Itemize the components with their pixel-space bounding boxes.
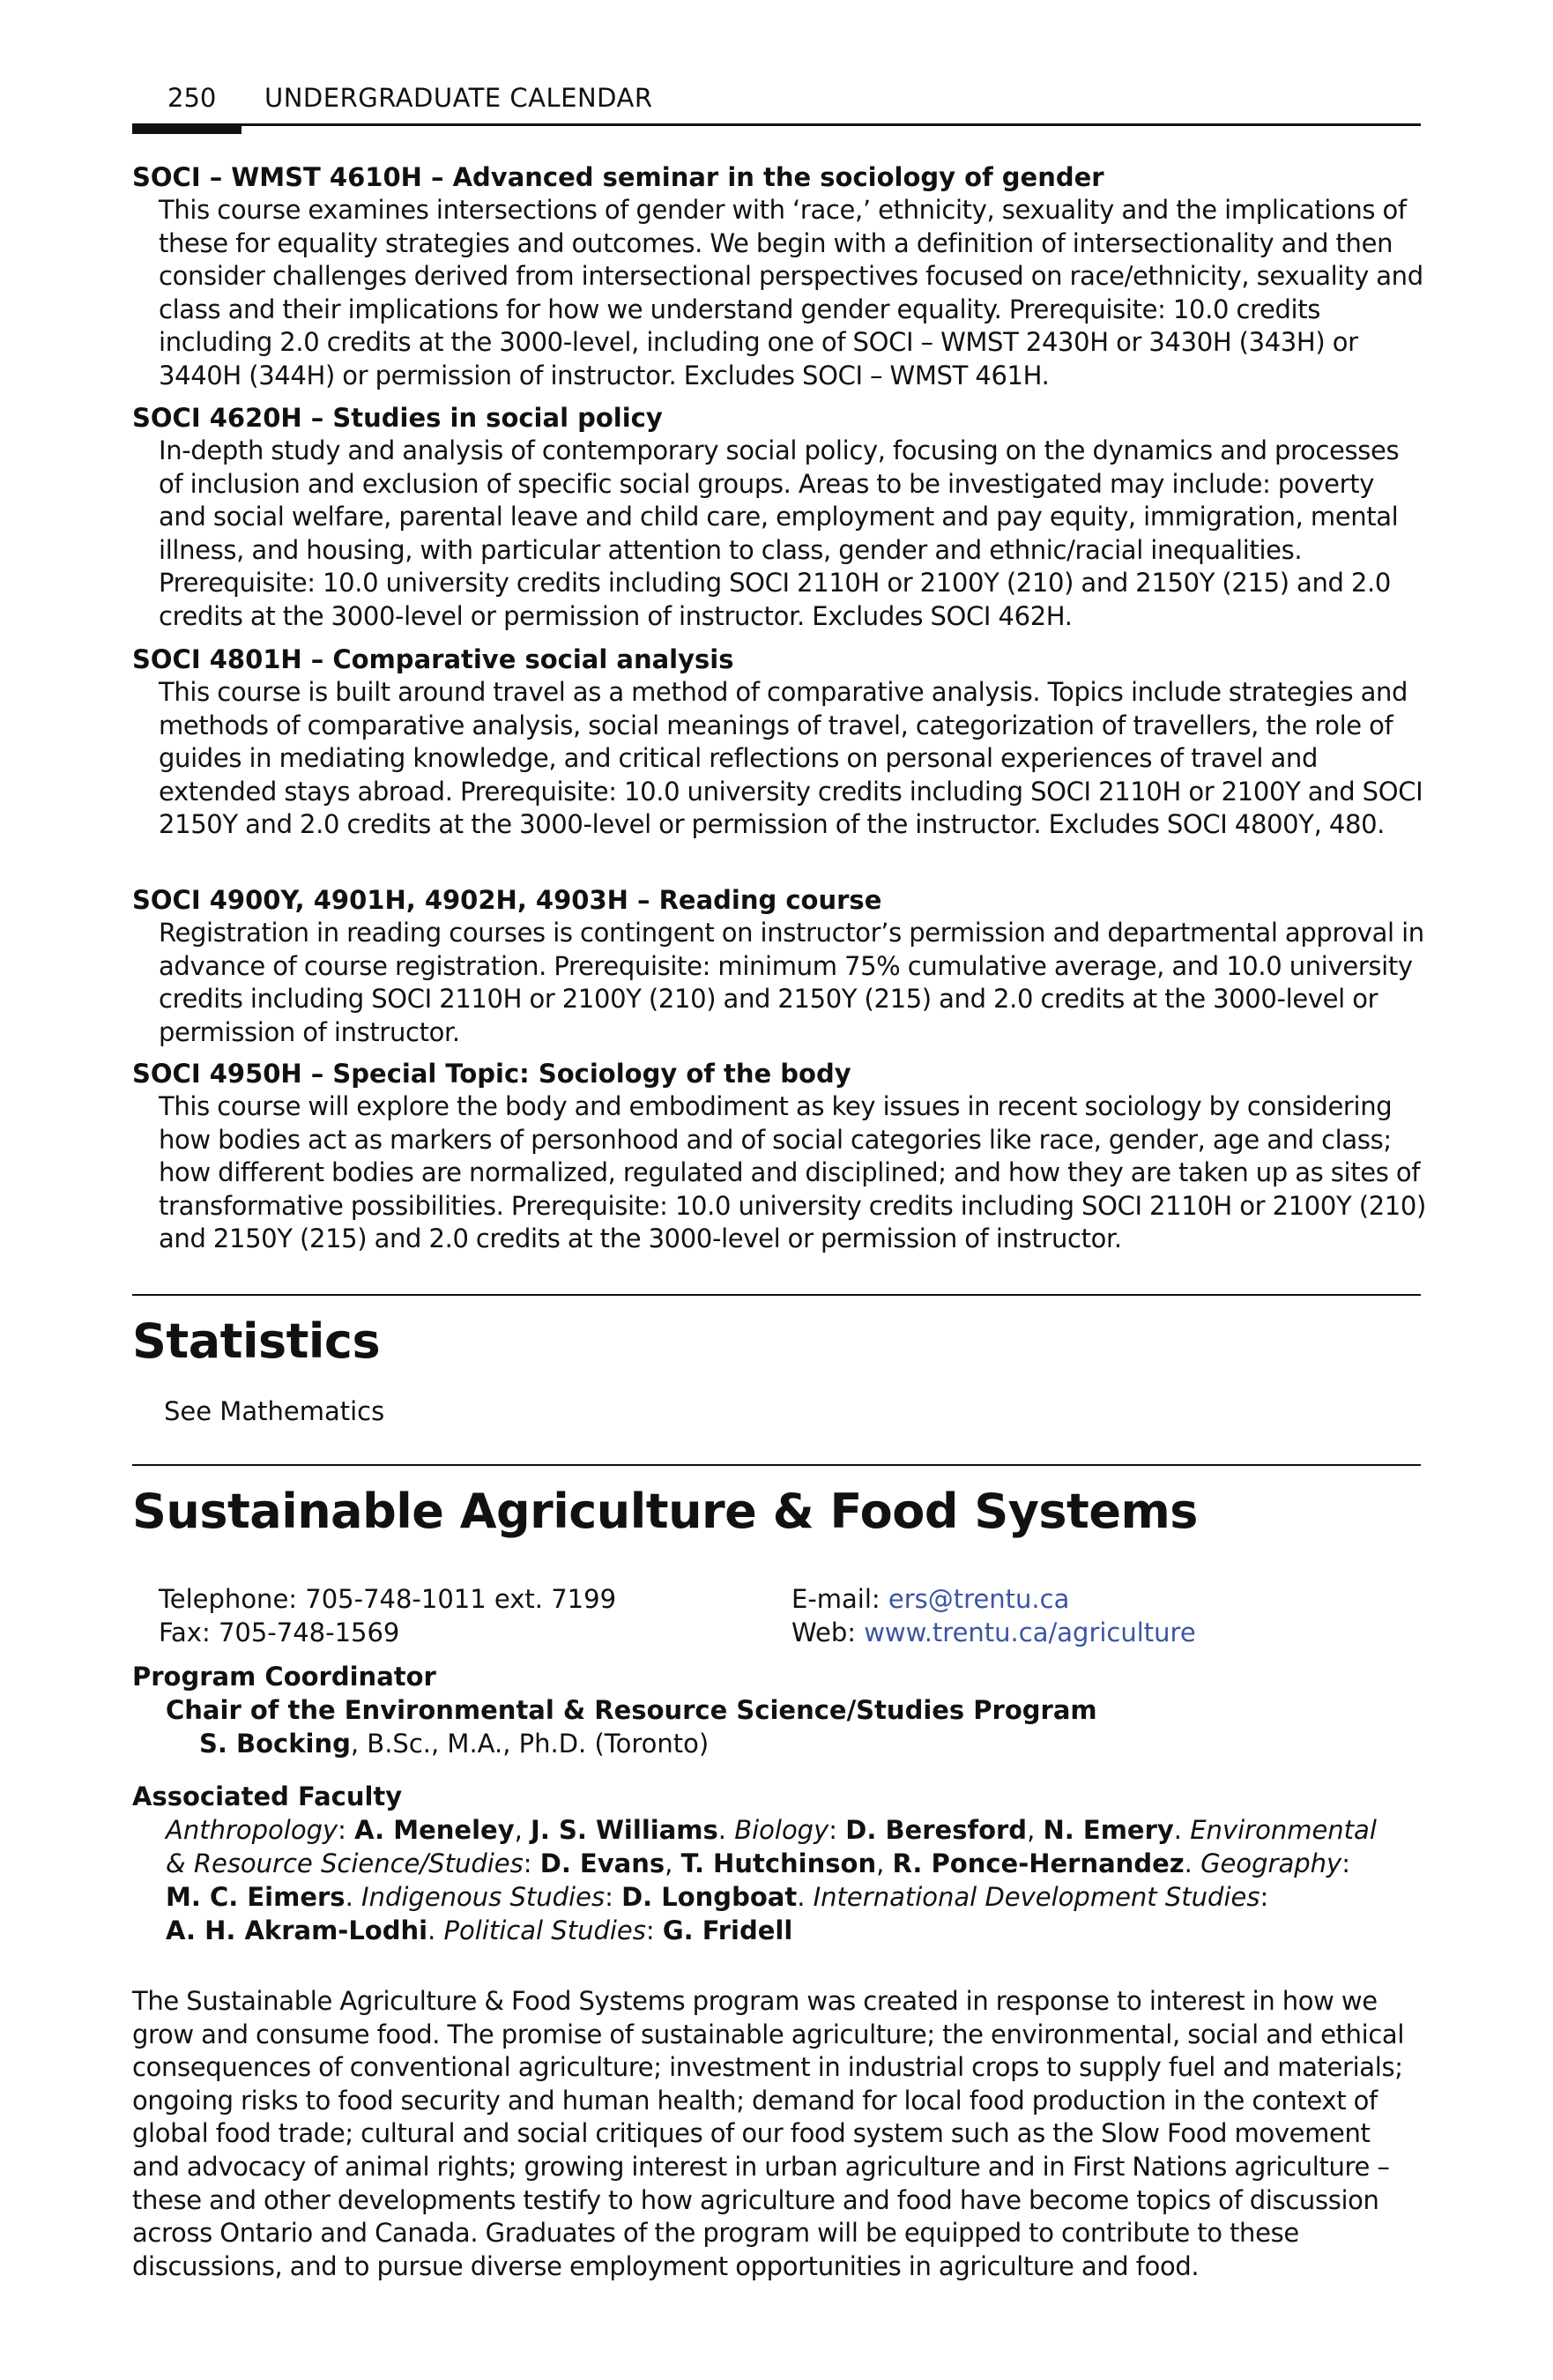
page-number: 250 — [167, 83, 217, 113]
course-entry — [132, 161, 1421, 393]
section-heading-statistics: Statistics — [132, 1313, 381, 1369]
course-description: This course examines intersections of gender with ‘race,’ ethnicity, sexuality and the implications of these for equality strategies and outcomes. We begin with a definition of intersectionality and then consider challenges derived from intersectional perspectives focused on race/ethnicity, sexuality and class and their implications for how we understand gender equality. Prerequisite: 10.0 credits including 2.0 credits at the 3000-level, including one of SOCI – WMST 2430H or 3430H (343H) or 3440H (344H) or permission of instructor. Excludes SOCI – WMST 461H. — [159, 195, 1423, 390]
course-entry — [132, 1058, 1426, 1256]
faculty-line: & Resource Science/Studies: D. Evans, T. Hutchinson, R. Ponce-Hernandez. Geography: — [166, 1848, 1350, 1878]
faculty-line: A. H. Akram-Lodhi. Political Studies: G. Fridell — [166, 1915, 793, 1945]
course-title: SOCI 4620H – Studies in social policy — [132, 403, 663, 433]
course-title: SOCI – WMST 4610H – Advanced seminar in the sociology of gender — [132, 162, 1104, 192]
faculty-name: D. Longboat — [621, 1882, 798, 1912]
faculty-name: D. Beresford — [845, 1815, 1028, 1845]
coordinator-heading: Program Coordinator — [132, 1662, 436, 1692]
faculty-name: T. Hutchinson — [680, 1848, 877, 1878]
email-link[interactable]: ers@trentu.ca — [888, 1584, 1070, 1614]
course-description: This course will explore the body and embodiment as key issues in recent sociology by considering how bodies act as markers of personhood and of social categories like race, gender, age and class; how different bodies are normalized, regulated and disciplined; and how they are taken up as sites of transformative possibilities. Prerequisite: 10.0 university credits including SOCI 2110H or 2100Y (210) and 2150Y (215) and 2.0 credits at the 3000-level or permission of instructor. — [159, 1091, 1426, 1254]
course-title: SOCI 4801H – Comparative social analysis — [132, 644, 734, 674]
web-line — [791, 1616, 1196, 1649]
course-entry — [132, 402, 1421, 634]
dept-label: Political Studies — [443, 1915, 646, 1945]
coordinator-line — [199, 1727, 709, 1760]
web-link[interactable]: www.trentu.ca/agriculture — [864, 1618, 1196, 1647]
dept-label: International Development Studies — [813, 1882, 1260, 1912]
coordinator-name: S. Bocking — [199, 1729, 351, 1759]
section-rule — [132, 1464, 1421, 1466]
dept-label: Indigenous Studies — [361, 1882, 606, 1912]
dept-label: Geography — [1200, 1848, 1342, 1878]
web-label: Web: — [791, 1618, 865, 1647]
running-title: UNDERGRADUATE CALENDAR — [264, 83, 653, 113]
dept-label: Anthropology — [166, 1815, 338, 1845]
faculty-heading: Associated Faculty — [132, 1781, 403, 1811]
faculty-name: R. Ponce-Hernandez — [892, 1848, 1185, 1878]
course-title: SOCI 4900Y, 4901H, 4902H, 4903H – Reading course — [132, 885, 882, 915]
course-entry — [132, 884, 1424, 1049]
coordinator-role: Chair of the Environmental & Resource Science/Studies Program — [166, 1695, 1097, 1725]
coordinator-degrees: , B.Sc., M.A., Ph.D. (Toronto) — [350, 1729, 710, 1759]
section-rule — [132, 1294, 1421, 1296]
course-title: SOCI 4950H – Special Topic: Sociology of the body — [132, 1059, 851, 1089]
header-tab-bar — [132, 123, 241, 134]
faculty-name: M. C. Eimers — [166, 1882, 346, 1912]
faculty-name: A. Meneley — [354, 1815, 515, 1845]
dept-label: Biology — [734, 1815, 829, 1845]
header-rule — [132, 123, 1421, 126]
fax: Fax: 705-748-1569 — [159, 1618, 400, 1647]
telephone: Telephone: 705-748-1011 ext. 7199 — [159, 1584, 617, 1614]
faculty-line: M. C. Eimers. Indigenous Studies: D. Longboat. International Development Studies: — [166, 1882, 1269, 1912]
dept-label: Environmental — [1190, 1815, 1377, 1845]
program-description: The Sustainable Agriculture & Food Systems program was created in response to interest in how we grow and consume food. The promise of sustainable agriculture; the environmental, social and ethical consequences of conventional agriculture; investment in industrial crops to supply fuel and materials; ongoing risks to food security and human health; demand for local food production in the context of global food trade; cultural and social critiques of our food system such as the Slow Food movement and advocacy of animal rights; growing interest in urban agriculture and in First Nations agriculture – these and other developments testify to how agriculture and food have become topics of discussion across Ontario and Canada. Graduates of the program will be equipped to contribute to these discussions, and to pursue diverse employment opportunities in agriculture and food. — [132, 1986, 1405, 2281]
running-header — [132, 78, 1421, 139]
course-description: This course is built around travel as a method of comparative analysis. Topics include strategies and methods of comparative analysis, social meanings of travel, categorization of travellers, the role of guides in mediating knowledge, and critical reflections on personal experiences of travel and extended stays abroad. Prerequisite: 10.0 university credits including SOCI 2110H or 2100Y and SOCI 2150Y and 2.0 credits at the 3000-level or permission of the instructor. Excludes SOCI 4800Y, 480. — [159, 677, 1423, 840]
faculty-name: A. H. Akram-Lodhi — [166, 1915, 428, 1945]
faculty-name: N. Emery — [1043, 1815, 1174, 1845]
faculty-name: G. Fridell — [662, 1915, 793, 1945]
faculty-name: J. S. Williams — [531, 1815, 718, 1845]
email-line — [791, 1582, 1069, 1616]
course-description: Registration in reading courses is contingent on instructor’s permission and departmental approval in advance of course registration. Prerequisite: minimum 75% cumulative average, and 10.0 university credits including SOCI 2110H or 2100Y (210) and 2150Y (215) and 2.0 credits at the 3000-level or permission of instructor. — [159, 918, 1424, 1047]
course-entry — [132, 643, 1421, 842]
section-heading-agriculture: Sustainable Agriculture & Food Systems — [132, 1484, 1198, 1539]
email-label: E-mail: — [791, 1584, 888, 1614]
dept-label: & Resource Science/Studies — [166, 1848, 524, 1878]
faculty-name: D. Evans — [539, 1848, 665, 1878]
see-also-text: See Mathematics — [164, 1396, 385, 1426]
faculty-line: Anthropology: A. Meneley, J. S. Williams. Biology: D. Beresford, N. Emery. Environmental — [166, 1815, 1377, 1845]
course-description: In-depth study and analysis of contemporary social policy, focusing on the dynamics and processes of inclusion and exclusion of specific social groups. Areas to be investigated may include: poverty and social welfare, parental leave and child care, employment and pay equity, immigration, mental illness, and housing, with particular attention to class, gender and ethnic/racial inequalities. Prerequisite: 10.0 university credits including SOCI 2110H or 2100Y (210) and 2150Y (215) and 2.0 credits at the 3000-level or permission of instructor. Excludes SOCI 462H. — [159, 435, 1400, 631]
